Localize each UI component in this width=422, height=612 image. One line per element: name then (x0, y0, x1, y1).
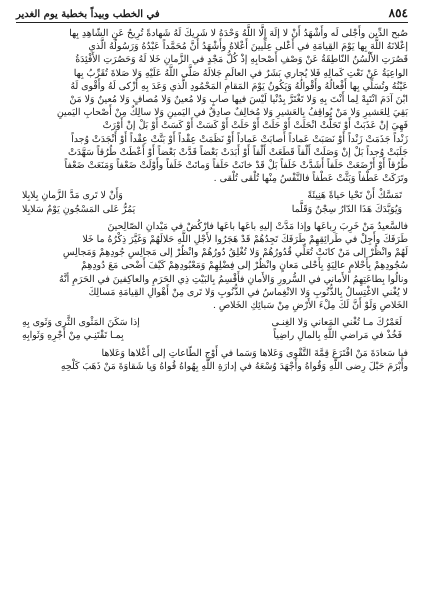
verse-first-hemistich: فَخُذْ في مَراضي اللَّهِ بِالمالِ راضِياً (273, 330, 402, 342)
text-line: سُجُودِهِمْ بِأَحْلامٍ عالِيَةٍ بِأَحْلى مَعانٍ وانْظُرْ إلى فِضْلِهِمْ وَمَعْبُودِهِمْ كَيْفَ أَضْحى مَعَ دُودِهِمْ (81, 260, 408, 272)
verse-second-hemistich: وَأَنْ لا تَرى مَدَّ الزَّمانِ بِلابِلا (22, 190, 123, 202)
text-line: زَنْداً جَذَمَتْ زَنْداً أَوْ نَصَبَتْ عَماداً أَصابَتْ عَماداً أَوْ نَظَمَتْ عِقْداً أَوْ بَتَّتْ عِقْداً أَوْ أَنْجَدَتْ وُجداً (71, 133, 408, 145)
prose-section-2 (16, 220, 408, 312)
text-line: ونالُوا بِطاعَتِهِمُ الأَماني في السُّرورِ وَالأَمانِ فأَقْسِمُ بِالبَيْتِ ذِي الحَرَمِ والعاكِفينَ في الحَرَمِ أنَّهُ (58, 273, 408, 285)
verse-second-hemistich: يَمُرُّ عَلى المَسْجُونِ يَوْمٌ سَلابِلا (22, 203, 136, 215)
poem-verses-2 (16, 316, 408, 342)
text-line: الواعِيَةُ عَنْ نَعْتِ كَمالِهِ فَلا يُجاري بَشَرٌ في العالَمِ جَلالَهُ صَلَّى اللَّهُ عَلَيْهِ وَلا صَلاةَ تُقَرِّبُ بِها (73, 67, 408, 79)
verse-second-hemistich: بِمـا تَقْتَنِـي مِنْ أَجْرِهِ وَثَوابِهِ (22, 330, 124, 342)
text-line: جَلَبَتْ وُجداً بَلْ إنْ وَصَلَتْ أَلْفاً قَطَعَتْ أَلْفاً أَوْ أَبَدَتْ بَعْضاً قَدَّتْ بَعْضاً أَوْ أَعْطَتْ طُرُقاً سَهَّدَتْ (67, 146, 408, 158)
page-number: ٨٥٤ (388, 6, 408, 20)
verse (16, 189, 408, 202)
text-line: صُبح الدِّين وأَجْلى لَه وأَشْهَدُ أَنْ لا إلَهَ إلَّا اللَّهُ وَحْدَهُ لا شَريكَ لَهُ شَهادةً تُرِيحُ عَنِ الشّاهِدِ بِها (69, 28, 408, 39)
text-line: وأَبْرَمَ حَبْلَ رِضى اللَّهِ وَقُواهُ وأَجْهَدَ وُسْعَهُ في إدارَةِ اللَّهِ بِهُواهُ قُواهُ وَيا شَقاوَةَ مَنْ ذَهَبَ كَلْحِهِ (60, 360, 408, 372)
verse-first-hemistich: تَمَسَّكْ أَنْ تَحْيا حَياةً هَنِيئَةً (307, 190, 402, 202)
text-line: عَيْنُهُ وتُسَلِّي بِها أَفْعالُهُ وأَقْوالُهُ وَيَكُونُ يَوْمَ المَقامِ المَحْمُودِ الَّذي وَعَدَ بِهِ أَزْكى لَهُ وأَقْوى لَهُ (70, 80, 408, 92)
verse (16, 316, 408, 329)
text-line: فالسَّعيدُ مَنْ خَرِبَ رِباعَها وإذا مَدَّتْ إليهِ باعَها باعَها فارْكُضْ في مَيْدانِ الصّالِحينَ (107, 220, 408, 232)
prose-section-3 (16, 347, 408, 373)
running-header (16, 6, 408, 23)
text-line: وتَرَكَتْ عَطْفاً وَبَثَّتْ عَطْفاً فالنَّفْسُ مِنْها تُلْقى تُلْقى . (213, 173, 408, 185)
text-line: فَهِيَ إنْ عَذَبَتْ أَوْ تَحَلَّتْ انْحَلَتْ أَوْ حَلَتْ أَوْ حَلَتْ أَوْ كَسَتْ أَوْ كَسَتْ أَوْ بَلْ إنْ أَوْرَتْ (102, 120, 408, 132)
text-line: الخَلاصِ وَلَوْ أَنَّ لَكَ مِلْءَ الأَرْضِ مِنْ سَبائِكِ الخَلاصِ . (212, 300, 408, 312)
text-line: بَقِيَ لِلعَشيرِ وَلا مَنْ يُواقِفُ بِالعَشيرِ وَلا مُخالِفٌ صادِقٌ في اليَمينِ وَلا سالِكٌ مِنْ أَصْحابِ اليَمينِ (56, 107, 408, 119)
text-line: قَصُرَتِ الأَلْسُنُ النّاطِقَةُ عَنْ وَصْفِ أَصْحابِهِ إذْ كُلُّ مَجْدٍ في الزَّمانِ خَلا لَهُ وَحَصُرَتِ الأَفْئِدَةُ (75, 54, 408, 66)
verse (16, 203, 408, 216)
prose-section-1 (16, 27, 408, 185)
text-line: فيا سَعادَةَ مَنْ افْتَرَعَ قِمَّةَ التَّقْوى وَعَلاها وَسَما في أَوْجِ الطّاعاتِ إلى أَعْلاها وَعَلاها (101, 347, 408, 359)
text-line: لَهُمْ وانْظُرْ إلى مَنْ كانَتْ تُعَلِّي قُدُورُهُمْ وَلا تُغْلِقُ دُورُهُمْ وانْظُرْ إلى مَجالِسِ جُودِهِمْ وَمَجالِسِ (62, 247, 408, 259)
verse-first-hemistich: لَعَمْرُكَ مـا تُغْني المَعاني وَلا الغِنـى (271, 317, 402, 329)
verse-first-hemistich: وَيُوَبَّدَكَ هَذَا الدّارُ سِجْنٌ وَقَلَّما (291, 203, 402, 215)
running-title: في الخطب وبيداً بخطبة يوم الغدير (16, 9, 160, 20)
verse-second-hemistich: إذا سَكَنَ المَثْوى الثَّرى وَثَوى بِهِ (22, 317, 140, 329)
text-line: طُرُقاً أَوْ أَرْضَعَتْ حَلَفاً أَشَدَّتْ خَلَفاً بَلْ قَدْ خانَتْ حَلَفاً وَماتَتْ خَلَفاً وأَوْلَتْ ضَعْفاً وَمَنَعَتْ ضَعْفاً (64, 160, 408, 172)
verse (16, 329, 408, 342)
text-line: إعْلانَهُ اللَّهَ بِها يَوْمَ القِيامَةِ في أَعْلى عِلِّيينَ أَعْلاهُ وأَشْهَدُ أَنَّ مُحَمَّداً عَبْدُهُ وَرَسُولُهُ الَّذي (88, 41, 408, 53)
text-line: ابْنَ آدَمَ انْتَبِهْ لِما أَنْتَ بِهِ وَلا تَغْتَرَّ بِدُنْيا لَيْسَ فيها صابٍ وَلا مُعينٌ وَلا مُصافٍ وَلا مُعينٌ وَلا مَنْ (69, 94, 408, 106)
poem-verses-1 (16, 189, 408, 215)
text-line: طَرَفَكَ وأَجِلْ في طَرائِقِهِمْ طَرَفَكَ تَجِدُهُمْ قَدْ هَجَرُوا لأَجْلِ اللَّهِ حَلالَهُمْ وَغَيَّرَ ذِكْرُهُ ما خَلا (82, 234, 408, 246)
text-line: لا يُغْني الاغْتِسالُ بِالذُّنُوبِ وَلا الانْغِماسُ في الذُّنُوبِ وَلا تَرى مِنْ أَهْوالِ القِيامَةِ مَسالِكَ (88, 286, 408, 298)
